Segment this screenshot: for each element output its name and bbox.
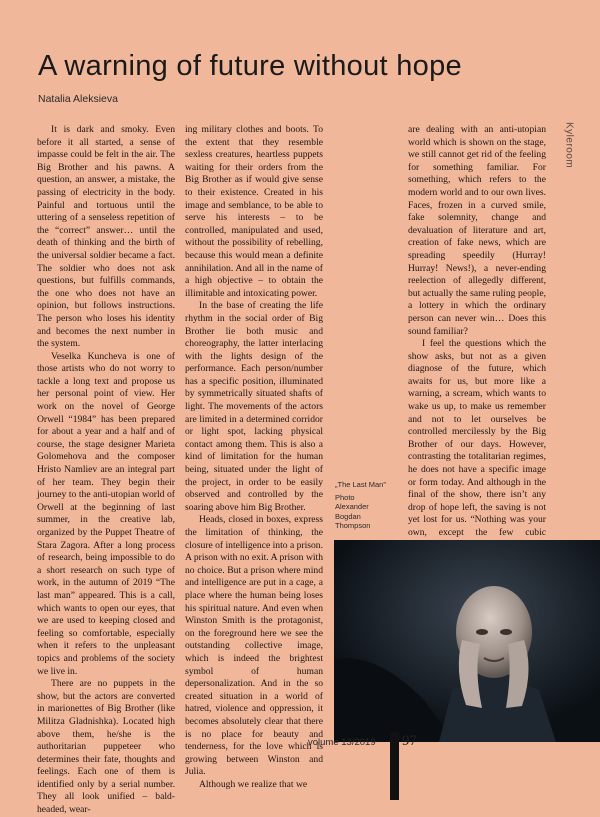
paragraph: are dealing with an anti-utopian world which is shown on the stage, we still cannot get rid of the feeling for something familiar. For something, which refers to the modern world and to our own lives. Faces, frozen in a curved smile, fake solemnity, change and devaluation of literature and art, creation of fake news, which are spreading speedily (Hurray! Hurray! News!), a never-ending reelection of allegedly different, but actually the same ruling people, a lottery in which the ordinary person can never win… Does this sound familiar?	[408, 124, 546, 337]
article-title: A warning of future without hope	[38, 50, 462, 82]
performance-photo	[334, 540, 600, 742]
paragraph: It is dark and smoky. Even before it all started, a sense of impasse could be felt in the air. The Big Brother and his pawns. A question, an answer, a mistake, the passing of electricity in the body. Painful and tortuous until the uttering of a senseless repetition of the “correct” answer… until the death of thinking and the birth of the universal soldier became a fact. The soldier who does not ask questions, but fulfills commands, the one who does not have an opinion, but follows instructions. The person who loses his identity and becomes the next number in the system.	[37, 124, 175, 350]
page-number: 97	[402, 733, 417, 749]
footer-volume: volume 13/2019	[308, 737, 376, 748]
text-column-3	[408, 124, 546, 590]
paragraph: There are no puppets in the show, but the actors are converted in marionettes of Big Brother (like Militza Gladnishka). Located high above them, he/she is the authoritarian puppeteer who determines their fate, thoughts and feelings. Each one of them is identified only by a serial number. They all look unified – bald-headed, wear-	[37, 678, 175, 816]
text-column-2	[185, 124, 323, 791]
caption-title: „The Last Man”	[335, 480, 386, 489]
footer-divider-bar	[390, 732, 399, 800]
photo-caption	[335, 480, 397, 531]
caption-credit-name: Alexander	[335, 502, 369, 511]
caption-credit-label: Photo	[335, 492, 355, 502]
paragraph: Heads, closed in boxes, express the limitation of thinking, the closure of intelligence into a prison. A prison with no exit. A prison with no choice. But a prison where mind and intelligence are put in a cage, a place where the human being loses his spiritual nature. And even when Winston Smith is the protagonist, on the foreground here we see the outstanding collective image, which is indeed the brightest symbol of human depersonalization. And in the so created situation in a world of hatred, violence and oppression, it becomes absolutely clear that there is no place for beauty and tenderness, for the love which is growing between Winston and Julia.	[185, 514, 324, 778]
paragraph: Veselka Kuncheva is one of those artists who do not worry to tackle a long text and propose us her personal point of view. Her work on the novel of George Orwell “1984” has been prepared for about a year and a half and of course, the stage designer Marieta Golomehova and the composer Hristo Namliev are an integral part of her team. They begin their journey to the anti-utopian world of Orwell at the beginning of last summer, in the creative lab, organized by the Puppet Theatre of Stara Zagora. After a long process of research, being impossible to do a short research on such type of work, in the autumn of 2019 “The last man” appeared. This is a call, which wants to open our eyes, that we are used to keeping closed and feeling so comfortable, especially when it refers to the unpleasant topics and problems of the society we live in.	[37, 350, 175, 677]
bald-actor-image	[334, 540, 600, 742]
text-column-1	[37, 124, 175, 817]
paragraph-text: I feel the questions which the show asks, but not as a given diagnose of the future, which awaits for us, but more like a warning, a scream, which wants to wake us up, to make us remember and not to let ourselves be controlled mercilessly by the Big Brother of our days. However, contrasting the totalitarian regimes, he does not have a specific image or form today. And although in the final of the show, there isn’t any drop of hope left, the saving is not yet lost for us. “Nothing was your own, except the few cubic	[408, 338, 546, 538]
article-author: Natalia Aleksieva	[38, 93, 118, 105]
paragraph: In the base of creating the life rhythm in the social order of Big Brother lie both music and choreography, the latter interlacing with the lights design of the performance. Each person/number has a specific position, illuminated by symmetrically situated shafts of light. The movements of the actors are limited in a determined corridor or light spot, lacking physical contact among them. This is also a kind of limitation for the human being, situated under the light of the project, in order to be easily observed and controlled by the soaring above him Big Brother.	[185, 300, 323, 513]
logo-wordmark: Kyleroom	[563, 122, 575, 169]
paragraph: ing military clothes and boots. To the extent that they resemble sexless creatures, heartless puppets waiting for their orders from the Big Brother as if would give sense to their existence. Created in his image and semblance, to be able to serve his interests – to be controlled, manipulated and used, without the possibility of rebelling, because this would mean a definite annihilation. And all in the name of a high objective – to obtain the illimitable and intoxicating power.	[185, 124, 323, 299]
caption-credit-name: Bogdan	[335, 511, 361, 521]
paragraph: Although we realize that we	[199, 778, 308, 790]
caption-credit-name: Thompson	[335, 521, 371, 530]
magazine-logo	[563, 122, 575, 168]
